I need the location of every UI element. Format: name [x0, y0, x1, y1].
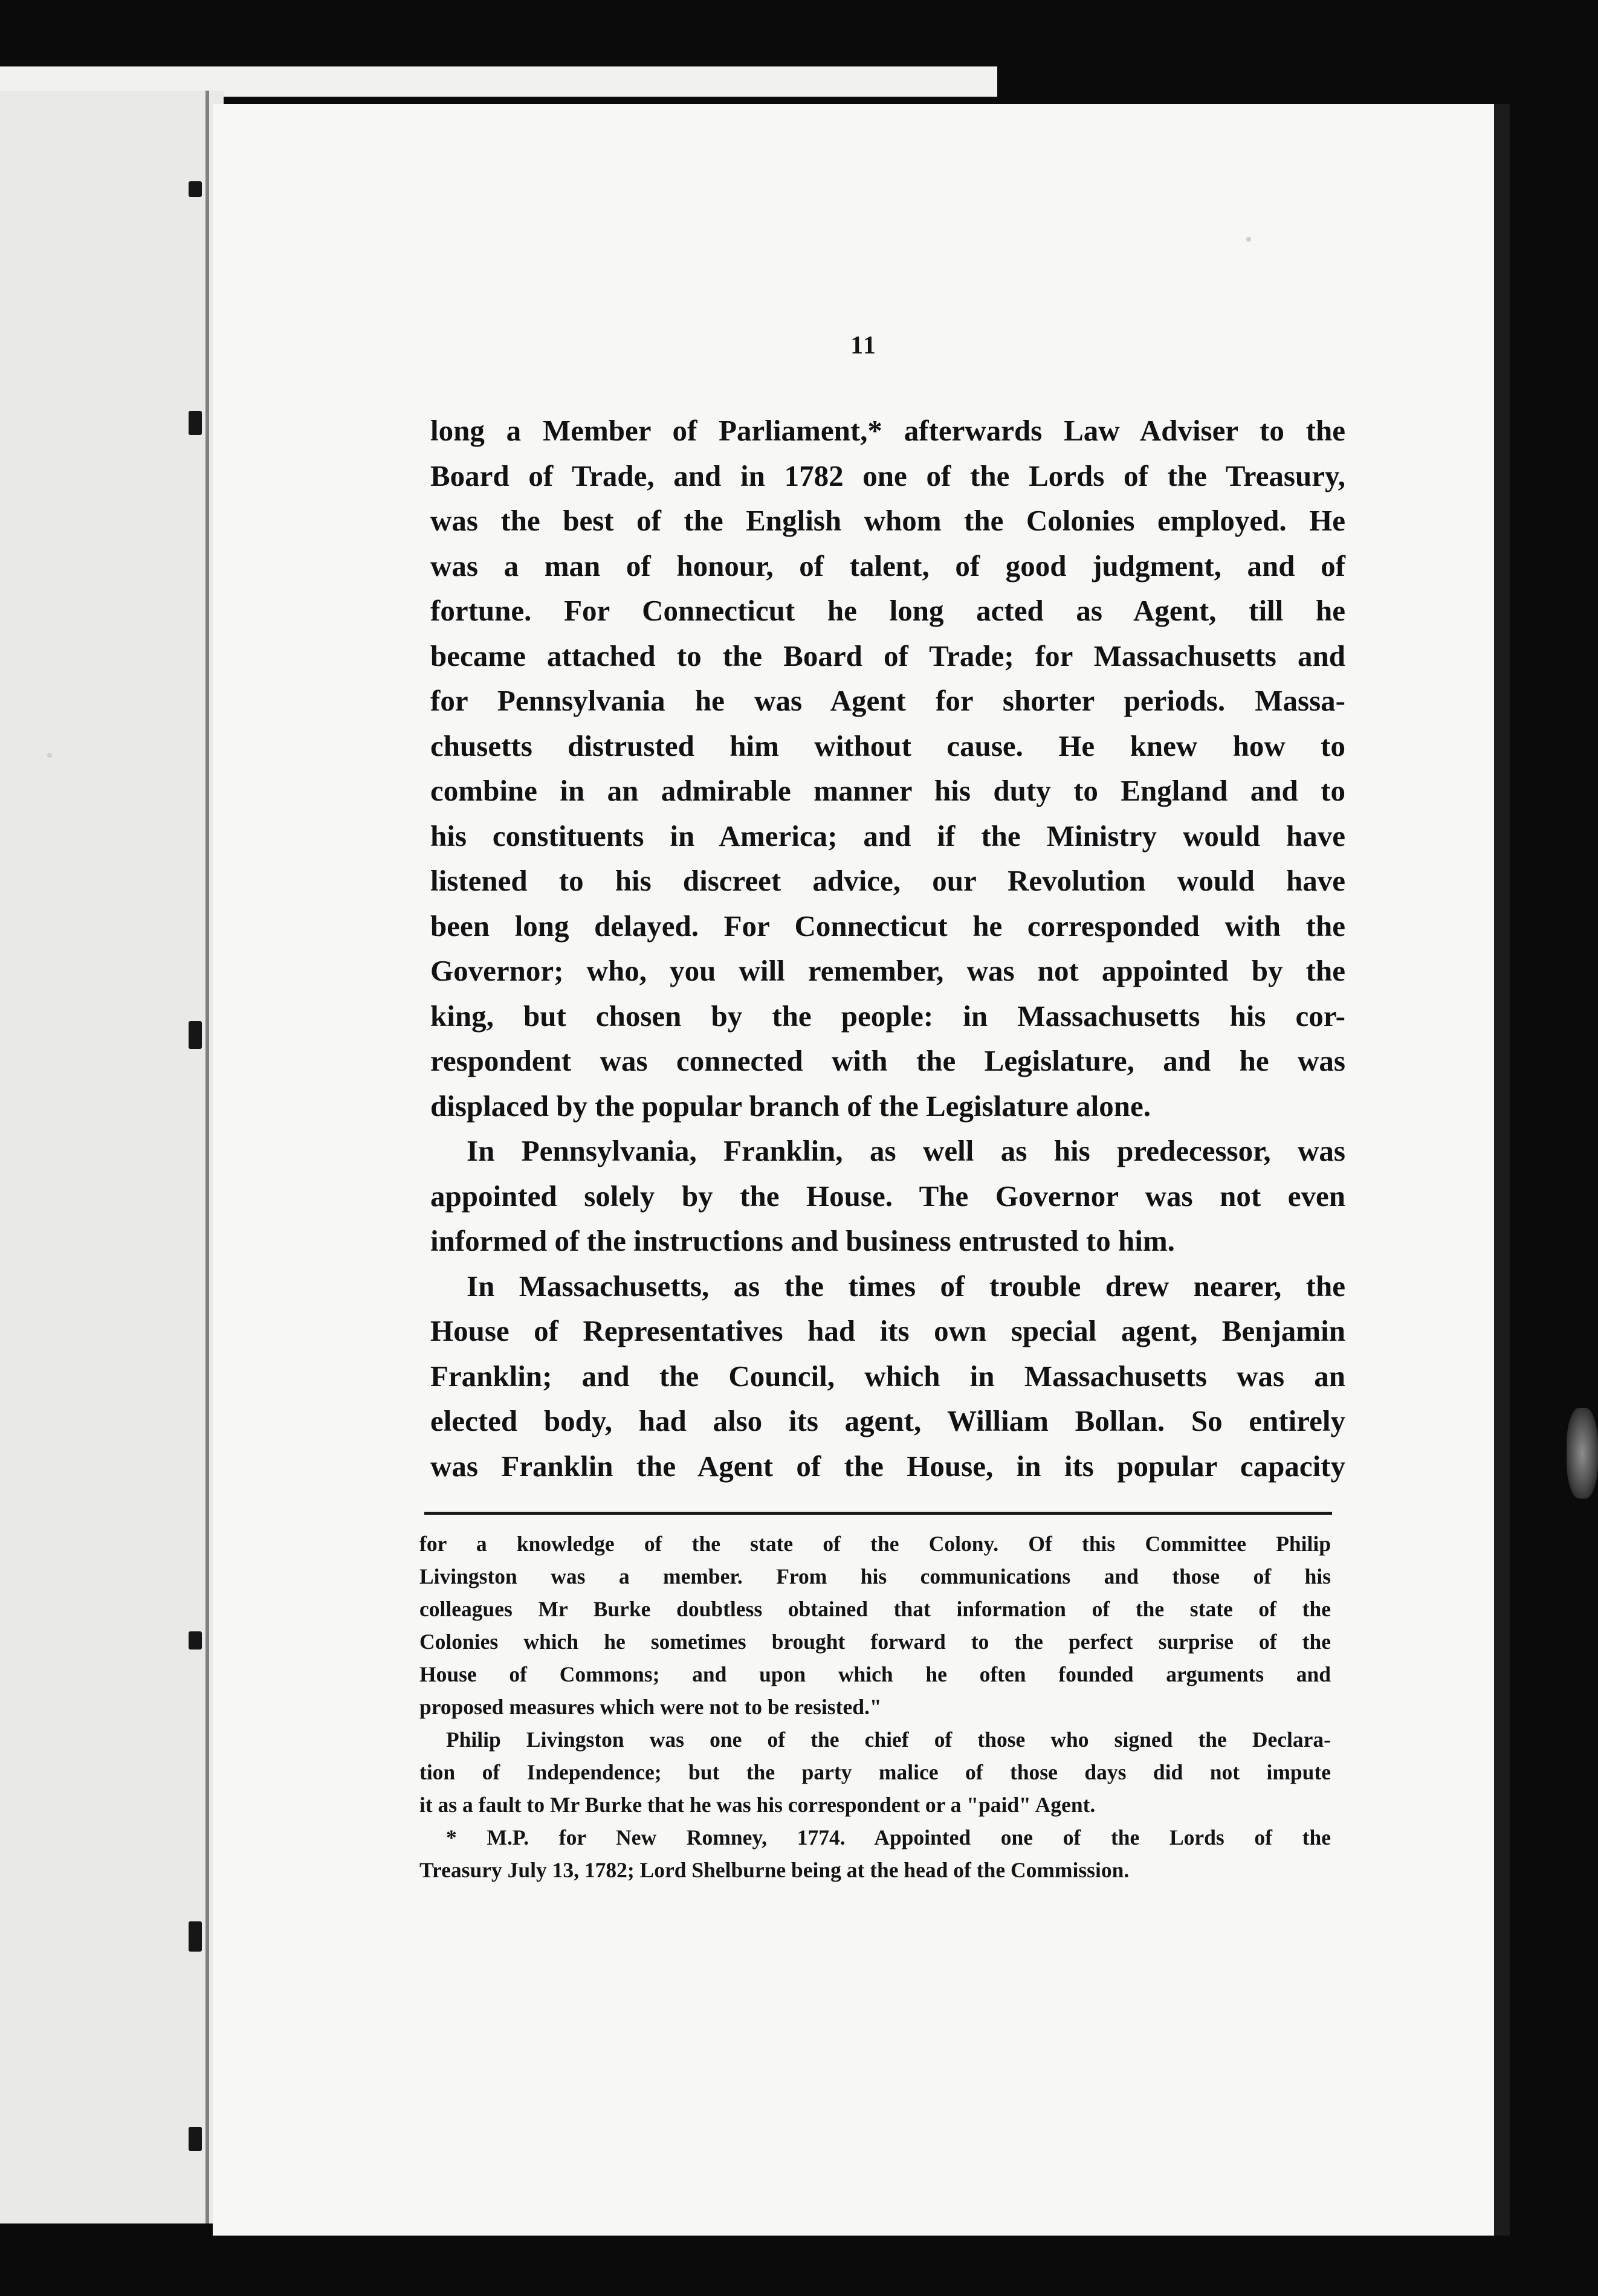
text-line: been long delayed. For Connecticut he corresponded with the: [430, 909, 1345, 943]
text-line: his constituents in America; and if the Ministry would have: [430, 819, 1345, 853]
binding-stitch-mark: [189, 1631, 202, 1649]
text-line: In Pennsylvania, Franklin, as well as his predecessor, was: [467, 1134, 1345, 1167]
text-line: was the best of the English whom the Colonies employed. He: [430, 504, 1345, 537]
text-line: became attached to the Board of Trade; for Massachusetts and: [430, 639, 1345, 672]
text-line: informed of the instructions and business entrusted to him.: [430, 1224, 1175, 1257]
text-line: listened to his discreet advice, our Revolution would have: [430, 864, 1345, 897]
dust-speck: [47, 753, 52, 758]
text-line: was Franklin the Agent of the House, in its popular capacity: [430, 1449, 1345, 1483]
binding-stitch-mark: [189, 1021, 202, 1049]
text-line: for Pennsylvania he was Agent for shorter periods. Massa-: [430, 684, 1345, 717]
dust-speck: [1246, 237, 1251, 242]
footnote-line: Treasury July 13, 1782; Lord Shelburne being at the head of the Commission.: [419, 1858, 1130, 1882]
text-line: king, but chosen by the people: in Massachusetts his cor-: [430, 999, 1345, 1033]
text-line: appointed solely by the House. The Governor was not even: [430, 1179, 1345, 1213]
footnote-line: it as a fault to Mr Burke that he was his correspondent or a "paid" Agent.: [419, 1793, 1096, 1817]
binding-stitch-mark: [189, 1921, 202, 1952]
text-line: elected body, had also its agent, William Bollan. So entirely: [430, 1404, 1345, 1437]
footnote-line: * M.P. for New Romney, 1774. Appointed one of the Lords of the: [446, 1825, 1331, 1849]
binding-stitch-mark: [189, 411, 202, 435]
footnote-line: House of Commons; and upon which he often founded arguments and: [419, 1662, 1331, 1686]
binding-gutter: [205, 91, 209, 2223]
binding-stitch-mark: [189, 181, 202, 197]
text-line: displaced by the popular branch of the Legislature alone.: [430, 1089, 1151, 1123]
main-text-block: [430, 408, 1345, 1489]
scan-smudge: [1567, 1408, 1598, 1498]
text-line: Franklin; and the Council, which in Massachusetts was an: [430, 1359, 1345, 1393]
footnote-line: Livingston was a member. From his communications and those of his: [419, 1564, 1331, 1588]
text-line: House of Representatives had its own special agent, Benjamin: [430, 1314, 1345, 1347]
text-line: chusetts distrusted him without cause. He knew how to: [430, 729, 1345, 763]
footnote-line: proposed measures which were not to be resisted.": [419, 1695, 882, 1719]
page-number: 11: [850, 332, 877, 360]
text-line: fortune. For Connecticut he long acted as Agent, till he: [430, 594, 1345, 627]
footnote-line: colleagues Mr Burke doubtless obtained that information of the state of the: [419, 1597, 1331, 1621]
footnote-line: tion of Independence; but the party malice of those days did not impute: [419, 1760, 1331, 1784]
text-line: was a man of honour, of talent, of good judgment, and of: [430, 549, 1345, 582]
footnotes-block: [419, 1527, 1331, 1886]
text-line: Governor; who, you will remember, was not appointed by the: [430, 954, 1345, 987]
footnote-line: Philip Livingston was one of the chief of those who signed the Declara-: [446, 1727, 1331, 1752]
page-edge-shadow: [1494, 104, 1510, 2236]
footnote-line: for a knowledge of the state of the Colony. Of this Committee Philip: [419, 1532, 1331, 1556]
binding-stitch-mark: [189, 2127, 202, 2151]
text-line: combine in an admirable manner his duty to England and to: [430, 774, 1345, 807]
footnote-line: Colonies which he sometimes brought forward to the perfect surprise of the: [419, 1630, 1331, 1654]
text-line: long a Member of Parliament,* afterwards Law Adviser to the: [430, 414, 1345, 447]
footnote-rule: [424, 1512, 1332, 1515]
text-line: respondent was connected with the Legislature, and he was: [430, 1044, 1345, 1077]
text-line: Board of Trade, and in 1782 one of the Lords of the Treasury,: [430, 459, 1345, 492]
text-line: In Massachusetts, as the times of trouble drew nearer, the: [467, 1269, 1345, 1303]
